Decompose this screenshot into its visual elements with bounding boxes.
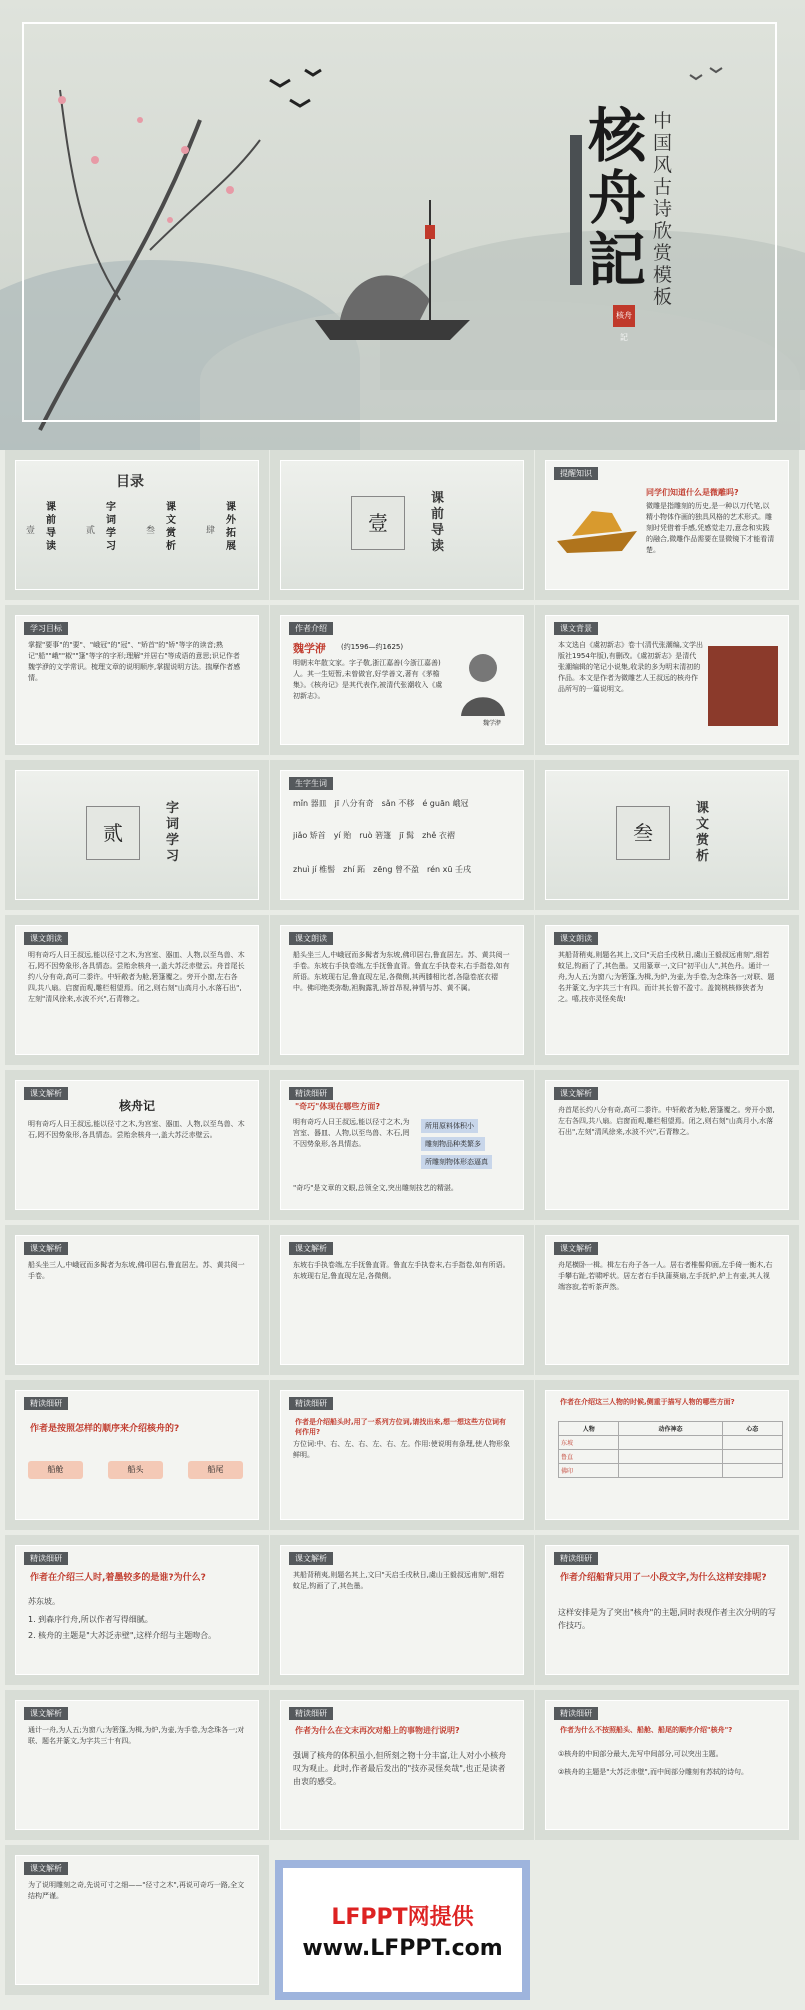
slide-question-2[interactable]: [270, 1380, 534, 1530]
slide-tag: 课文解析: [24, 1087, 68, 1100]
slide-question-8[interactable]: [270, 1690, 534, 1840]
slide-tag: 学习目标: [24, 622, 68, 635]
vocab-item: zhí 跖: [343, 865, 366, 874]
order-step-3: 船尾: [188, 1461, 243, 1479]
body-text: 船头坐三人,中峨冠而多髯者为东坡,佛印居右,鲁直居左。苏、黄共阅一手卷。东坡右手执卷端,左手抚鲁直背。鲁直左手执卷末,右手指卷,如有所语。东坡现右足,鲁直现左足,各微侧,其两膝相比者,各隐卷底衣褶中。佛印绝类弥勒,袒胸露乳,矫首昂视,神情与苏、黄不属。: [293, 951, 510, 992]
slide-tag: 课文朗读: [554, 932, 598, 945]
author-name: 魏学洢: [293, 642, 326, 655]
portrait-caption: 魏学洢: [482, 720, 501, 727]
slide-tag: 生字生词: [289, 777, 333, 790]
vocab-item: yí 贻: [333, 831, 352, 840]
body-text: 明有奇巧人曰王叔远,能以径寸之木,为宫室、器皿、人物,以至鸟兽、木石,罔不因势象形,各具情态。尝贻余核舟一,盖大苏泛赤壁云。: [28, 1120, 245, 1139]
book-image: [708, 646, 778, 726]
body-text: 明有奇巧人曰王叔远,能以径寸之木,为宫室、器皿、人物,以至鸟兽、木石,罔不因势象形,各具情态。: [293, 1118, 410, 1148]
vocab-item: mǐn 器皿: [293, 799, 327, 808]
author-portrait: [453, 646, 513, 716]
slide-analysis-6[interactable]: [535, 1225, 799, 1375]
answer-text: 强调了核舟的体积虽小,但所刻之物十分丰富,让人对小小核舟叹为观止。此时,作者最后发出的"技亦灵怪矣哉",也正是读者由衷的感受。: [293, 1751, 507, 1786]
analysis-title: 核舟记: [118, 1099, 155, 1113]
slide-analysis-4[interactable]: [5, 1225, 269, 1375]
slide-tag: 精读细研: [24, 1397, 68, 1410]
note-text: "奇巧"是文章的文眼,总领全文,突出雕刻技艺的精湛。: [293, 1184, 458, 1192]
slide-text-2[interactable]: [270, 915, 534, 1065]
slide-analysis-3[interactable]: [535, 1070, 799, 1220]
question-text: 作者在介绍这三人物的时候,侧重于描写人物的哪些方面?: [560, 1398, 735, 1406]
toc-heading: 目录: [116, 474, 144, 490]
slide-tag: 精读细研: [554, 1552, 598, 1565]
toc-item-3: 课文赏析: [166, 502, 176, 552]
slide-analysis-2[interactable]: [270, 1070, 534, 1220]
author-years: (约1596—约1625): [341, 643, 404, 651]
body-text: 其船背稍夷,则题名其上,文曰"天启壬戌秋日,虞山王毅叔远甫刻",细若蚊足,钩画了了,其色墨。: [293, 1571, 505, 1590]
title-block: [548, 95, 678, 342]
section-number: 贰: [86, 806, 140, 860]
body-text: 方位词:中、右、左、右、左、右、左。作用:使说明有条理,使人物形象鲜明。: [293, 1440, 510, 1459]
slide-tag: 课文解析: [24, 1862, 68, 1875]
slide-analysis-5[interactable]: [270, 1225, 534, 1375]
slide-question-5[interactable]: [270, 1535, 534, 1685]
footer-banner[interactable]: [275, 1860, 530, 2000]
vocab-item: ruò 箬篷: [359, 831, 392, 840]
footer-line-2[interactable]: www.LFPPT.com: [302, 1936, 503, 1961]
slide-tag: 课文解析: [24, 1242, 68, 1255]
slide-tag: 课文解析: [289, 1552, 333, 1565]
body-text: 明有奇巧人曰王叔远,能以径寸之木,为宫室、器皿、人物,以至鸟兽、木石,罔不因势象形,各具情态。尝贻余核舟一,盖大苏泛赤壁云。舟首尾长约八分有奇,高可二黍许。中轩敞者为舱,箬篷覆之。旁开小窗,左右各四,共八扇。启窗而观,雕栏相望焉。闭之,则右刻"山高月小,水落石出",左刻"清风徐来,水波不兴",石青糁之。: [28, 951, 245, 1003]
toc-item-4: 课外拓展: [226, 502, 236, 552]
title-bar: [570, 135, 582, 285]
slide-analysis-1[interactable]: [5, 1070, 269, 1220]
slide-tag: 课文解析: [24, 1707, 68, 1720]
table-header: 心态: [722, 1422, 782, 1436]
answer-line: ①核舟的中间部分最大,先写中间部分,可以突出主题。: [558, 1750, 723, 1758]
section-number: 壹: [351, 496, 405, 550]
footer-line-1: LFPPT网提供: [331, 1905, 474, 1930]
vocab-item: jī 髯: [399, 831, 415, 840]
order-step-2: 船头: [108, 1461, 163, 1479]
body-text: 船头坐三人,中峨冠而多髯者为东坡,佛印居右,鲁直居左。苏、黄共阅一手卷。: [28, 1261, 245, 1280]
slide-tag: 提醒知识: [554, 467, 598, 480]
vocab-row-3: [293, 863, 511, 876]
body-text: 其船背稍夷,则题名其上,文曰"天启壬戌秋日,虞山王毅叔远甫刻",细若蚊足,钩画了了,其色墨。又用篆章一,文曰"初平山人",其色丹。通计一舟,为人五;为窗八;为箬篷,为楫,为炉,为壶,为手卷,为念珠各一;对联、题名并篆文,为字共三十有四。而计其长曾不盈寸。盖简桃核修狭者为之。嘻,技亦灵怪矣哉!: [558, 951, 775, 1003]
point-box: 所用原料体积小: [421, 1119, 478, 1133]
body-text: 通计一舟,为人五;为窗八;为箬篷,为楫,为炉,为壶,为手卷,为念珠各一;对联、题名并篆文,为字共三十有四。: [28, 1726, 245, 1745]
section-number: 叁: [616, 806, 670, 860]
body-text: 微雕是指雕刻的历史,是一种以刀代笔,以精小物体作画的独具风格的艺术形式。雕刻时凭借着手感,凭感觉走刀,意念和实践的融合,微雕作品需要在显微镜下才能看清楚。: [646, 502, 775, 554]
section-label: 课前导读: [431, 491, 445, 554]
slide-background-knowledge[interactable]: [535, 450, 799, 600]
section-label: 字词学习: [166, 801, 180, 864]
table-cell: 鲁直: [559, 1450, 619, 1464]
red-seal: 核舟記: [613, 305, 635, 327]
slide-text-1[interactable]: [5, 915, 269, 1065]
body-text: 本文选自《虞初新志》卷十(清代张潮编,文学出版社1954年版),有删改。《虞初新志》是清代张潮编辑的笔记小说集,收录的多为明末清初的作品。本文是作者为微雕艺人王叔远的核舟作品所写的一篇说明文。: [558, 641, 703, 693]
vocab-item: é guān 峨冠: [422, 799, 469, 808]
slide-section-2[interactable]: [5, 760, 269, 910]
question-text: 同学们知道什么是微雕吗?: [646, 488, 739, 497]
vocab-row-2: [293, 829, 511, 842]
slide-tag: 课文解析: [554, 1087, 598, 1100]
toc-num-1: 壹: [26, 526, 36, 536]
question-text: 作者在介绍三人时,着墨较多的是谁?为什么?: [30, 1573, 206, 1583]
slide-text-3[interactable]: [535, 915, 799, 1065]
body-text: 明朝末年散文家。字子敬,浙江嘉善(今浙江嘉善)人。其一生短暂,未曾做官,好学善文,著有《茅檐集》。《核舟记》是其代表作,被清代张潮收入《虞初新志》。: [293, 659, 443, 700]
toc-num-3: 叁: [146, 526, 156, 536]
toc-item-2: 字词学习: [106, 502, 116, 552]
slide-section-3[interactable]: [535, 760, 799, 910]
answer-text: 苏东坡。: [28, 1597, 60, 1606]
cover-title: 核舟記: [588, 102, 647, 294]
slide-tag: 精读细研: [554, 1707, 598, 1720]
slide-question-10[interactable]: [5, 1845, 269, 1995]
question-text: 作者是按照怎样的顺序来介绍核舟的?: [30, 1424, 180, 1434]
body-text: 掌握"要事"的"要"、"峨冠"的"冠"、"矫首"的"矫"等字的读音;熟记"船""峨""椒""篷"等字的字形;理解"并居右"等成语的意思;识记作者魏学洢的文学常识。梳理文章的说明顺序,掌握说明方法。揣摩作者感情。: [28, 641, 241, 682]
slide-tag: 课文背景: [554, 622, 598, 635]
slide-question-1[interactable]: [5, 1380, 269, 1530]
slide-tag: 课文朗读: [24, 932, 68, 945]
answer-line: 2. 核舟的主题是"大苏泛赤壁",这样介绍与主题吻合。: [28, 1631, 217, 1640]
answer-line: 1. 到森序行舟,所以作者写得细腻。: [28, 1615, 153, 1624]
body-text: 舟首尾长约八分有奇,高可二黍许。中轩敞者为舱,箬篷覆之。旁开小窗,左右各四,共八扇。启窗而观,雕栏相望焉。闭之,则右刻"山高月小,水落石出",左刻"清风徐来,水波不兴",石青糁之。: [558, 1106, 775, 1136]
vocab-item: zhuì jí 椎髻: [293, 865, 336, 874]
slide-tag: 课文解析: [554, 1242, 598, 1255]
table-header: 动作神态: [619, 1422, 722, 1436]
slide-question-9[interactable]: [535, 1690, 799, 1840]
point-box: 雕刻物品种类繁多: [421, 1137, 485, 1151]
vocab-row-1: [293, 797, 511, 810]
vocab-item: zhě 衣褶: [422, 831, 455, 840]
slide-tag: 作者介绍: [289, 622, 333, 635]
answer-line: ②核舟的主题是"大苏泛赤壁",而中间部分雕刻有苏轼的诗句。: [558, 1768, 748, 1776]
cover-subtitle: 中国风古诗欣赏模板: [653, 110, 673, 308]
character-table: [558, 1421, 783, 1478]
toc-num-4: 肆: [206, 526, 216, 536]
vocab-item: jiǎo 矫首: [293, 831, 326, 840]
slide-tag: 精读细研: [289, 1397, 333, 1410]
cover-slide: [0, 0, 805, 450]
section-label: 课文赏析: [696, 801, 710, 864]
slide-work[interactable]: [535, 605, 799, 755]
slide-tag: 精读细研: [289, 1087, 333, 1100]
question-text: 作者为什么不按照船头、船舱、船尾的顺序介绍"核舟"?: [560, 1726, 733, 1734]
vocab-item: jī 八分有奇: [334, 799, 374, 808]
toc-item-1: 课前导读: [46, 502, 56, 552]
slide-tag: 课文解析: [289, 1242, 333, 1255]
vocab-item: sǎn 不移: [381, 799, 415, 808]
slide-tag: 精读细研: [24, 1552, 68, 1565]
table-cell: 佛印: [559, 1464, 619, 1478]
slide-question-7[interactable]: [5, 1690, 269, 1840]
question-text: 作者介绍船背只用了一小段文字,为什么这样安排呢?: [560, 1573, 767, 1583]
body-text: 舟尾横卧一楫。楫左右舟子各一人。居右者椎髻仰面,左手倚一衡木,右手攀右趾,若啸呼状。居左者右手执蒲葵扇,左手抚炉,炉上有壶,其人视端容寂,若听茶声然。: [558, 1261, 773, 1291]
toc-num-2: 贰: [86, 526, 96, 536]
vocab-item: zēng 曾不盈: [373, 865, 419, 874]
answer-text: 这样安排是为了突出"核舟"的主题,同时表现作者主次分明的写作技巧。: [558, 1608, 776, 1630]
body-text: 为了说明雕刻之奇,先说可寸之细——"径寸之木",再说可奇巧一路,全文结构严谨。: [28, 1881, 245, 1900]
slide-question-3[interactable]: [535, 1380, 799, 1530]
vocab-item: rén xū 壬戌: [426, 865, 471, 874]
slide-tag: 精读细研: [289, 1707, 333, 1720]
body-text: 东坡右手执卷端,左手抚鲁直背。鲁直左手执卷末,右手指卷,如有所语。东坡现右足,鲁直现左足,各微侧。: [293, 1261, 510, 1280]
table-header: 人物: [559, 1422, 619, 1436]
question-text: "奇巧"体现在哪些方面?: [295, 1102, 380, 1111]
slide-vocab[interactable]: [270, 760, 534, 910]
order-step-1: 船舱: [28, 1461, 83, 1479]
slide-section-1[interactable]: [270, 450, 534, 600]
slide-question-6[interactable]: [535, 1535, 799, 1685]
slide-author[interactable]: [270, 605, 534, 755]
slide-question-4[interactable]: [5, 1535, 269, 1685]
slide-tag: 课文朗读: [289, 932, 333, 945]
boat-carving-image: [552, 491, 642, 561]
table-cell: 东坡: [559, 1436, 619, 1450]
point-box: 所雕刻物体形态逼真: [421, 1155, 492, 1169]
slide-toc[interactable]: [5, 450, 269, 600]
question-text: 作者是介绍船头时,用了一系列方位词,请找出来,想一想这些方位词有何作用?: [295, 1418, 506, 1436]
question-text: 作者为什么在文末再次对船上的事物进行说明?: [295, 1726, 460, 1735]
slide-goals[interactable]: [5, 605, 269, 755]
